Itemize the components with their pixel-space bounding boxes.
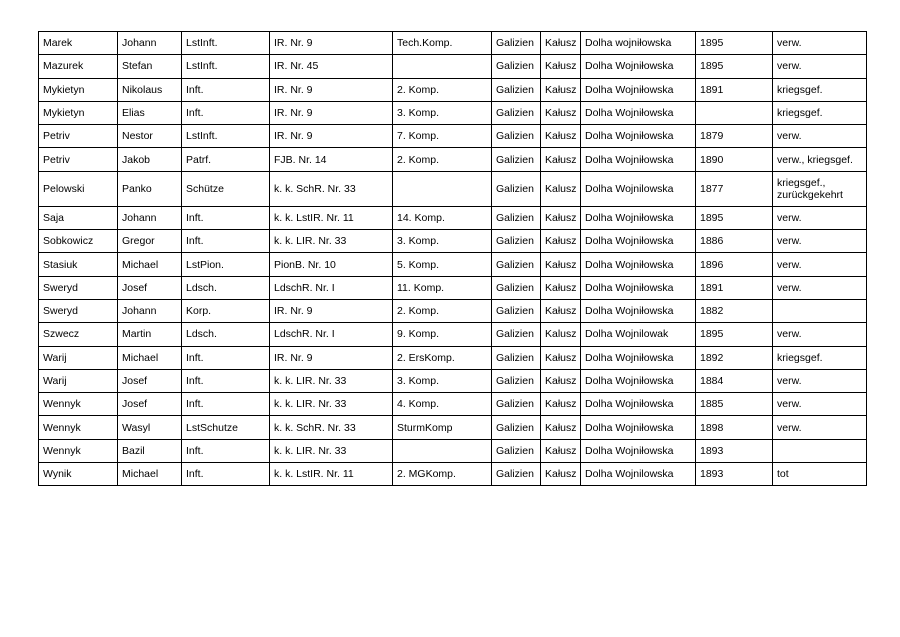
district-cell: Kałusz — [541, 346, 581, 369]
district-cell: Kałusz — [541, 299, 581, 322]
surname-cell: Stasiuk — [39, 253, 118, 276]
regiment-cell: k. k. LIR. Nr. 33 — [270, 393, 393, 416]
rank-cell: LstSchutze — [182, 416, 270, 439]
rank-cell: Ldsch. — [182, 323, 270, 346]
status-cell: kriegsgef. — [773, 101, 867, 124]
birth-year-cell: 1895 — [696, 32, 773, 55]
birth-year-cell: 1886 — [696, 230, 773, 253]
status-cell: verw. — [773, 230, 867, 253]
rank-cell: LstInft. — [182, 125, 270, 148]
rank-cell: LstPion. — [182, 253, 270, 276]
birth-year-cell — [696, 101, 773, 124]
village-cell: Dolha Wojniłowska — [581, 346, 696, 369]
surname-cell: Wennyk — [39, 393, 118, 416]
table-row — [39, 299, 867, 322]
rank-cell: Inft. — [182, 230, 270, 253]
status-cell: verw. — [773, 276, 867, 299]
table-row — [39, 276, 867, 299]
village-cell: Dolha Wojniłowska — [581, 101, 696, 124]
rank-cell: Inft. — [182, 206, 270, 229]
status-cell: kriegsgef. — [773, 78, 867, 101]
company-cell: 2. Komp. — [393, 148, 492, 171]
crownland-cell: Galizien — [492, 463, 541, 486]
company-cell: 3. Komp. — [393, 369, 492, 392]
village-cell: Dolha Wojnilowska — [581, 171, 696, 206]
status-cell: kriegsgef., zurückgekehrt — [773, 171, 867, 206]
village-cell: Dolha Wojniłowska — [581, 276, 696, 299]
regiment-cell: LdschR. Nr. I — [270, 276, 393, 299]
district-cell: Kałusz — [541, 439, 581, 462]
given-name-cell: Bazil — [118, 439, 182, 462]
company-cell: 7. Komp. — [393, 125, 492, 148]
birth-year-cell: 1895 — [696, 323, 773, 346]
given-name-cell: Jakob — [118, 148, 182, 171]
village-cell: Dolha Wojniłowska — [581, 253, 696, 276]
given-name-cell: Josef — [118, 393, 182, 416]
rank-cell: Inft. — [182, 101, 270, 124]
company-cell — [393, 171, 492, 206]
regiment-cell: k. k. SchR. Nr. 33 — [270, 416, 393, 439]
surname-cell: Wennyk — [39, 416, 118, 439]
regiment-cell: k. k. LIR. Nr. 33 — [270, 369, 393, 392]
crownland-cell: Galizien — [492, 346, 541, 369]
rank-cell: Inft. — [182, 78, 270, 101]
company-cell: Tech.Komp. — [393, 32, 492, 55]
crownland-cell: Galizien — [492, 230, 541, 253]
crownland-cell: Galizien — [492, 439, 541, 462]
given-name-cell: Stefan — [118, 55, 182, 78]
casualty-records-table — [38, 31, 867, 486]
district-cell: Kalusz — [541, 171, 581, 206]
given-name-cell: Johann — [118, 32, 182, 55]
district-cell: Kałusz — [541, 416, 581, 439]
status-cell: verw., kriegsgef. — [773, 148, 867, 171]
birth-year-cell: 1891 — [696, 78, 773, 101]
surname-cell: Marek — [39, 32, 118, 55]
birth-year-cell: 1879 — [696, 125, 773, 148]
district-cell: Kałusz — [541, 148, 581, 171]
village-cell: Dolha wojniłowska — [581, 32, 696, 55]
rank-cell: Inft. — [182, 439, 270, 462]
table-row — [39, 32, 867, 55]
regiment-cell: IR. Nr. 9 — [270, 299, 393, 322]
company-cell: 14. Komp. — [393, 206, 492, 229]
company-cell: 3. Komp. — [393, 101, 492, 124]
birth-year-cell: 1885 — [696, 393, 773, 416]
village-cell: Dolha Wojniłowska — [581, 125, 696, 148]
birth-year-cell: 1892 — [696, 346, 773, 369]
district-cell: Kałusz — [541, 230, 581, 253]
surname-cell: Warij — [39, 346, 118, 369]
crownland-cell: Galizien — [492, 253, 541, 276]
given-name-cell: Johann — [118, 299, 182, 322]
district-cell: Kałusz — [541, 125, 581, 148]
district-cell: Kałusz — [541, 253, 581, 276]
given-name-cell: Panko — [118, 171, 182, 206]
given-name-cell: Martin — [118, 323, 182, 346]
regiment-cell: k. k. LIR. Nr. 33 — [270, 230, 393, 253]
regiment-cell: k. k. LstIR. Nr. 11 — [270, 206, 393, 229]
village-cell: Dolha Wojniłowska — [581, 78, 696, 101]
surname-cell: Petriv — [39, 125, 118, 148]
table-row — [39, 78, 867, 101]
village-cell: Dolha Wojniłowska — [581, 55, 696, 78]
crownland-cell: Galizien — [492, 78, 541, 101]
surname-cell: Sweryd — [39, 299, 118, 322]
regiment-cell: IR. Nr. 9 — [270, 346, 393, 369]
table-row — [39, 230, 867, 253]
birth-year-cell: 1882 — [696, 299, 773, 322]
village-cell: Dolha Wojniłowska — [581, 230, 696, 253]
regiment-cell: IR. Nr. 9 — [270, 125, 393, 148]
village-cell: Dolha Wojnilowska — [581, 463, 696, 486]
table-row — [39, 55, 867, 78]
given-name-cell: Josef — [118, 369, 182, 392]
status-cell: verw. — [773, 125, 867, 148]
village-cell: Dolha Wojniłowska — [581, 148, 696, 171]
given-name-cell: Josef — [118, 276, 182, 299]
district-cell: Kałusz — [541, 276, 581, 299]
company-cell: 3. Komp. — [393, 230, 492, 253]
status-cell: verw. — [773, 369, 867, 392]
crownland-cell: Galizien — [492, 125, 541, 148]
crownland-cell: Galizien — [492, 393, 541, 416]
surname-cell: Warij — [39, 369, 118, 392]
district-cell: Kałusz — [541, 55, 581, 78]
regiment-cell: LdschR. Nr. I — [270, 323, 393, 346]
company-cell: 2. MGKomp. — [393, 463, 492, 486]
village-cell: Dolha Wojniłowska — [581, 369, 696, 392]
table-row — [39, 393, 867, 416]
district-cell: Kałusz — [541, 206, 581, 229]
records-body — [39, 32, 867, 486]
surname-cell: Szwecz — [39, 323, 118, 346]
regiment-cell: k. k. LstIR. Nr. 11 — [270, 463, 393, 486]
rank-cell: Inft. — [182, 346, 270, 369]
birth-year-cell: 1893 — [696, 463, 773, 486]
given-name-cell: Gregor — [118, 230, 182, 253]
surname-cell: Wennyk — [39, 439, 118, 462]
table-row — [39, 253, 867, 276]
crownland-cell: Galizien — [492, 148, 541, 171]
status-cell — [773, 299, 867, 322]
table-row — [39, 206, 867, 229]
regiment-cell: IR. Nr. 9 — [270, 101, 393, 124]
status-cell: kriegsgef. — [773, 346, 867, 369]
crownland-cell: Galizien — [492, 32, 541, 55]
district-cell: Kałusz — [541, 463, 581, 486]
crownland-cell: Galizien — [492, 171, 541, 206]
status-cell: verw. — [773, 32, 867, 55]
crownland-cell: Galizien — [492, 55, 541, 78]
rank-cell: Ldsch. — [182, 276, 270, 299]
company-cell: 2. Komp. — [393, 299, 492, 322]
table-row — [39, 171, 867, 206]
given-name-cell: Johann — [118, 206, 182, 229]
district-cell: Kałusz — [541, 32, 581, 55]
rank-cell: Patrf. — [182, 148, 270, 171]
birth-year-cell: 1893 — [696, 439, 773, 462]
rank-cell: Schütze — [182, 171, 270, 206]
status-cell: tot — [773, 463, 867, 486]
district-cell: Kałusz — [541, 369, 581, 392]
village-cell: Dolha Wojniłowska — [581, 206, 696, 229]
rank-cell: Inft. — [182, 463, 270, 486]
village-cell: Dolha Wojniłowska — [581, 416, 696, 439]
district-cell: Kałusz — [541, 393, 581, 416]
status-cell: verw. — [773, 416, 867, 439]
birth-year-cell: 1895 — [696, 55, 773, 78]
surname-cell: Wynik — [39, 463, 118, 486]
surname-cell: Mykietyn — [39, 78, 118, 101]
birth-year-cell: 1891 — [696, 276, 773, 299]
regiment-cell: k. k. SchR. Nr. 33 — [270, 171, 393, 206]
status-cell: verw. — [773, 253, 867, 276]
rank-cell: Inft. — [182, 369, 270, 392]
crownland-cell: Galizien — [492, 416, 541, 439]
district-cell: Kalusz — [541, 323, 581, 346]
rank-cell: Inft. — [182, 393, 270, 416]
given-name-cell: Nikolaus — [118, 78, 182, 101]
company-cell: 4. Komp. — [393, 393, 492, 416]
birth-year-cell: 1898 — [696, 416, 773, 439]
crownland-cell: Galizien — [492, 101, 541, 124]
village-cell: Dolha Wojnilowak — [581, 323, 696, 346]
given-name-cell: Nestor — [118, 125, 182, 148]
regiment-cell: k. k. LIR. Nr. 33 — [270, 439, 393, 462]
birth-year-cell: 1895 — [696, 206, 773, 229]
company-cell: 2. Komp. — [393, 78, 492, 101]
birth-year-cell: 1877 — [696, 171, 773, 206]
company-cell: 9. Komp. — [393, 323, 492, 346]
surname-cell: Mazurek — [39, 55, 118, 78]
surname-cell: Sweryd — [39, 276, 118, 299]
given-name-cell: Michael — [118, 253, 182, 276]
surname-cell: Mykietyn — [39, 101, 118, 124]
rank-cell: LstInft. — [182, 55, 270, 78]
company-cell — [393, 439, 492, 462]
surname-cell: Pelowski — [39, 171, 118, 206]
surname-cell: Saja — [39, 206, 118, 229]
birth-year-cell: 1884 — [696, 369, 773, 392]
regiment-cell: PionB. Nr. 10 — [270, 253, 393, 276]
crownland-cell: Galizien — [492, 369, 541, 392]
crownland-cell: Galizien — [492, 206, 541, 229]
given-name-cell: Michael — [118, 463, 182, 486]
regiment-cell: IR. Nr. 45 — [270, 55, 393, 78]
company-cell: 5. Komp. — [393, 253, 492, 276]
company-cell: 11. Komp. — [393, 276, 492, 299]
regiment-cell: IR. Nr. 9 — [270, 32, 393, 55]
given-name-cell: Wasyl — [118, 416, 182, 439]
given-name-cell: Michael — [118, 346, 182, 369]
table-row — [39, 439, 867, 462]
village-cell: Dolha Wojniłowska — [581, 393, 696, 416]
crownland-cell: Galizien — [492, 323, 541, 346]
table-row — [39, 148, 867, 171]
birth-year-cell: 1896 — [696, 253, 773, 276]
company-cell — [393, 55, 492, 78]
rank-cell: LstInft. — [182, 32, 270, 55]
table-row — [39, 463, 867, 486]
status-cell: verw. — [773, 393, 867, 416]
table-row — [39, 101, 867, 124]
regiment-cell: FJB. Nr. 14 — [270, 148, 393, 171]
crownland-cell: Galizien — [492, 276, 541, 299]
village-cell: Dolha Wojniłowska — [581, 299, 696, 322]
given-name-cell: Elias — [118, 101, 182, 124]
table-row — [39, 346, 867, 369]
crownland-cell: Galizien — [492, 299, 541, 322]
table-row — [39, 125, 867, 148]
district-cell: Kałusz — [541, 78, 581, 101]
company-cell: SturmKomp — [393, 416, 492, 439]
table-row — [39, 323, 867, 346]
table-row — [39, 416, 867, 439]
status-cell: verw. — [773, 55, 867, 78]
surname-cell: Sobkowicz — [39, 230, 118, 253]
rank-cell: Korp. — [182, 299, 270, 322]
village-cell: Dolha Wojniłowska — [581, 439, 696, 462]
district-cell: Kałusz — [541, 101, 581, 124]
status-cell — [773, 439, 867, 462]
surname-cell: Petriv — [39, 148, 118, 171]
company-cell: 2. ErsKomp. — [393, 346, 492, 369]
table-row — [39, 369, 867, 392]
birth-year-cell: 1890 — [696, 148, 773, 171]
status-cell: verw. — [773, 323, 867, 346]
regiment-cell: IR. Nr. 9 — [270, 78, 393, 101]
status-cell: verw. — [773, 206, 867, 229]
